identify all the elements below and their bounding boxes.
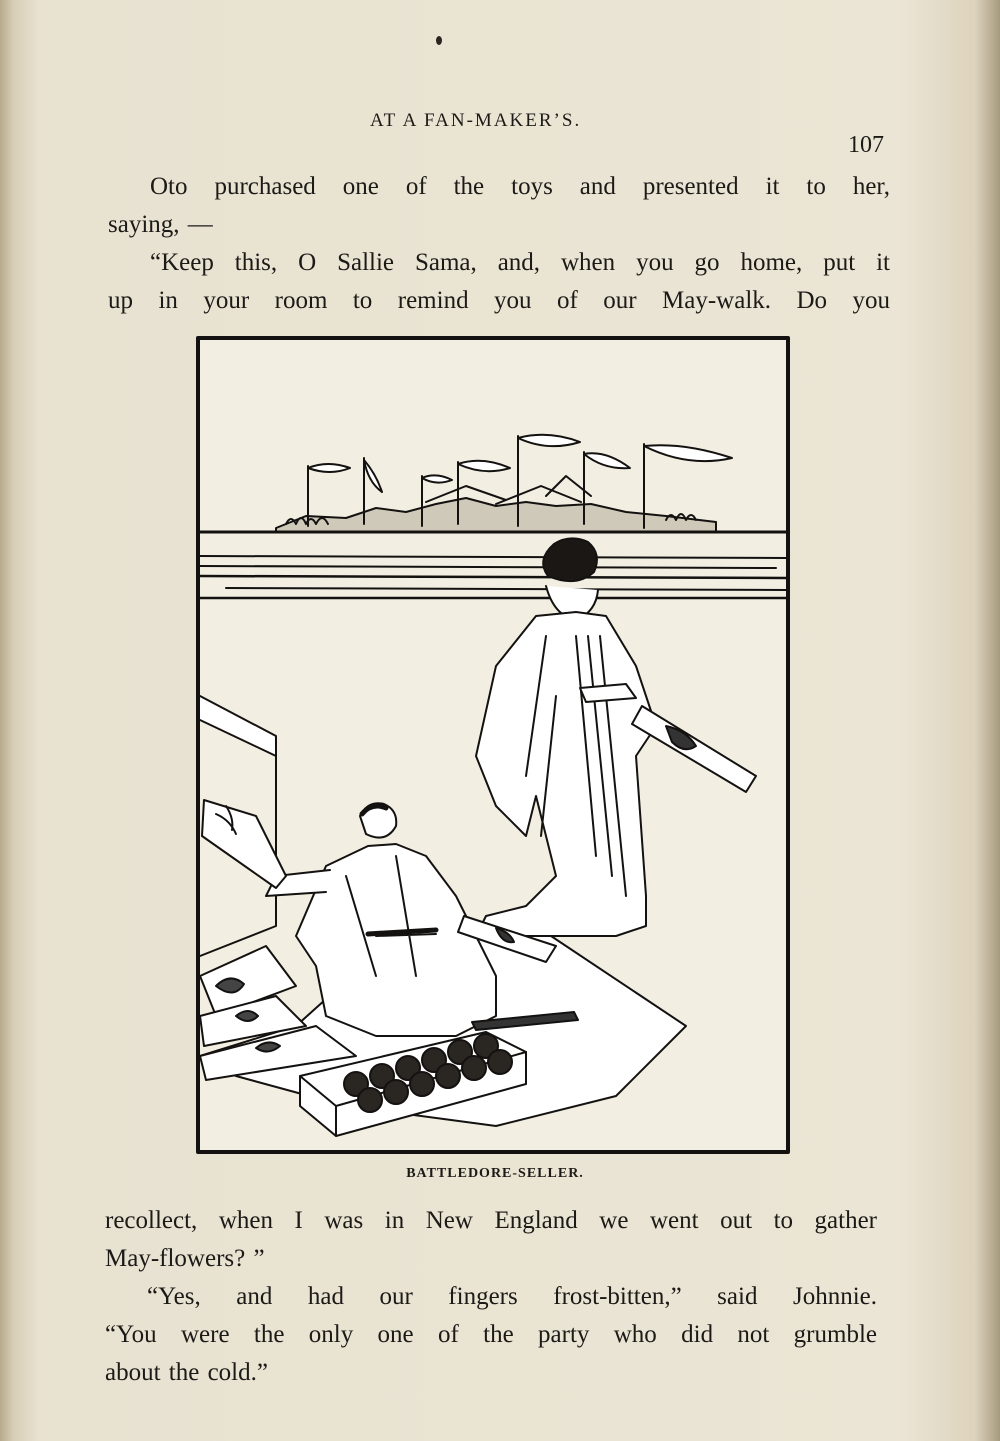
text-line: “Keep this, O Sallie Sama, and, when you go home, put it [150, 249, 890, 276]
text-line: “You were the only one of the party who did not grumble [105, 1321, 877, 1348]
running-head: AT A FAN-MAKER’S. [370, 110, 582, 131]
text-line: saying, — [108, 211, 213, 238]
paragraph-bottom [105, 1202, 895, 1392]
figure-caption: BATTLEDORE-SELLER. [406, 1166, 584, 1181]
paragraph-top [108, 168, 898, 320]
text-line: up in your room to remind you of our May-walk. Do you [108, 287, 890, 314]
text-line: Oto purchased one of the toys and presented it to her, [150, 173, 890, 200]
battledore-seller-illustration [196, 336, 792, 1156]
text-line: recollect, when I was in New England we went out to gather [105, 1207, 877, 1234]
page-number: 107 [848, 132, 884, 158]
text-line: about the cold.” [105, 1359, 268, 1386]
text-line: May-flowers? ” [105, 1245, 265, 1272]
ink-speck [436, 36, 442, 45]
text-line: “Yes, and had our fingers frost-bitten,” said Johnnie. [147, 1283, 877, 1310]
